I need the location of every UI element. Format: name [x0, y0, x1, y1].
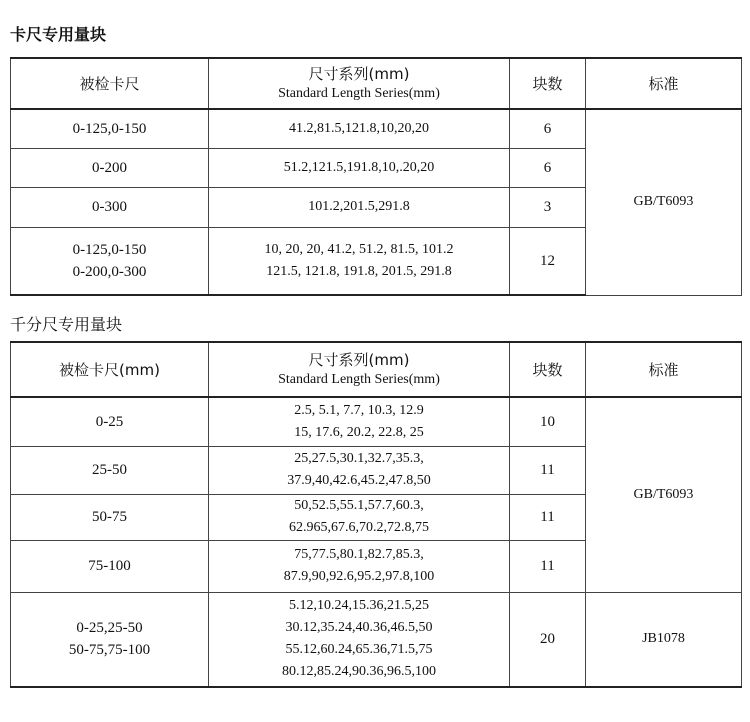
table-row [11, 592, 742, 687]
caliper-range-line: 0-125,0-150 [72, 241, 147, 258]
length-series-cell [209, 227, 510, 295]
block-count-cell: 11 [510, 446, 586, 494]
table-row [11, 397, 742, 446]
length-series-cell [209, 446, 510, 494]
micrometer-range-cell: 25-50 [11, 446, 209, 494]
block-count-cell: 20 [510, 592, 586, 687]
caliper-gauge-block-table [10, 57, 742, 296]
caliper-range-cell: 0-200 [11, 148, 209, 187]
header-block-count: 块数 [510, 342, 586, 397]
length-series-cell [209, 494, 510, 540]
length-series-line: 10, 20, 20, 41.2, 51.2, 81.5, 101.2 [264, 241, 454, 257]
length-series-line: 37.9,40,42.6,45.2,47.8,50 [287, 473, 431, 488]
header-standard: 标准 [586, 58, 742, 109]
header-length-series [209, 342, 510, 397]
length-series-line: 55.12,60.24,65.36,71.5,75 [285, 642, 433, 658]
length-series-line: 15, 17.6, 20.2, 22.8, 25 [294, 424, 424, 440]
standard-cell: JB1078 [586, 592, 742, 687]
length-series-line: 75,77.5,80.1,82.7,85.3, [294, 547, 424, 562]
block-count-cell: 10 [510, 397, 586, 446]
micrometer-gauge-block-table [10, 341, 742, 688]
header-series-cn: 尺寸系列(mm) [308, 64, 410, 83]
micrometer-range-cell: 75-100 [11, 540, 209, 592]
micrometer-range-line: 0-25,25-50 [76, 620, 143, 637]
length-series-line: 87.9,90,92.6,95.2,97.8,100 [283, 569, 435, 584]
table-row [11, 109, 742, 148]
length-series-cell: 101.2,201.5,291.8 [209, 187, 510, 227]
length-series-cell [209, 540, 510, 592]
micrometer-range-cell: 50-75 [11, 494, 209, 540]
header-series-en: Standard Length Series(mm) [278, 371, 440, 387]
length-series-line: 2.5, 5.1, 7.7, 10.3, 12.9 [294, 402, 424, 418]
header-length-series [209, 58, 510, 109]
length-series-cell: 51.2,121.5,191.8,10,.20,20 [209, 148, 510, 187]
length-series-cell [209, 592, 510, 687]
block-count-cell: 11 [510, 494, 586, 540]
header-caliper: 被检卡尺 [11, 58, 209, 109]
micrometer-range-line: 50-75,75-100 [68, 642, 151, 659]
caliper-range-cell [11, 227, 209, 295]
micrometer-range-cell: 0-25 [11, 397, 209, 446]
block-count-cell: 6 [510, 148, 586, 187]
block-count-cell: 6 [510, 109, 586, 148]
length-series-cell [209, 397, 510, 446]
micrometer-range-cell [11, 592, 209, 687]
length-series-line: 5.12,10.24,15.36,21.5,25 [289, 598, 429, 614]
length-series-line: 80.12,85.24,90.36,96.5,100 [282, 664, 436, 680]
header-series-en: Standard Length Series(mm) [278, 85, 440, 101]
length-series-line: 25,27.5,30.1,32.7,35.3, [294, 451, 424, 466]
standard-cell: GB/T6093 [586, 397, 742, 592]
header-series-cn: 尺寸系列(mm) [308, 350, 410, 369]
table-header-row [11, 342, 742, 397]
caliper-range-line: 0-200,0-300 [72, 263, 147, 280]
header-standard: 标准 [586, 342, 742, 397]
length-series-cell: 41.2,81.5,121.8,10,20,20 [209, 109, 510, 148]
length-series-line: 50,52.5,55.1,57.7,60.3, [294, 498, 424, 513]
length-series-line: 30.12,35.24,40.36,46.5,50 [285, 620, 433, 636]
header-micrometer: 被检卡尺(mm) [11, 342, 209, 397]
block-count-cell: 11 [510, 540, 586, 592]
section-title-micrometer: 千分尺专用量块 [10, 315, 123, 334]
length-series-line: 121.5, 121.8, 191.8, 201.5, 291.8 [266, 263, 452, 279]
length-series-line: 62.965,67.6,70.2,72.8,75 [289, 520, 429, 535]
standard-cell: GB/T6093 [586, 109, 742, 295]
table-header-row [11, 58, 742, 109]
block-count-cell: 12 [510, 227, 586, 295]
caliper-range-cell: 0-300 [11, 187, 209, 227]
header-block-count: 块数 [510, 58, 586, 109]
block-count-cell: 3 [510, 187, 586, 227]
caliper-range-cell: 0-125,0-150 [11, 109, 209, 148]
section-title-caliper: 卡尺专用量块 [10, 25, 107, 44]
